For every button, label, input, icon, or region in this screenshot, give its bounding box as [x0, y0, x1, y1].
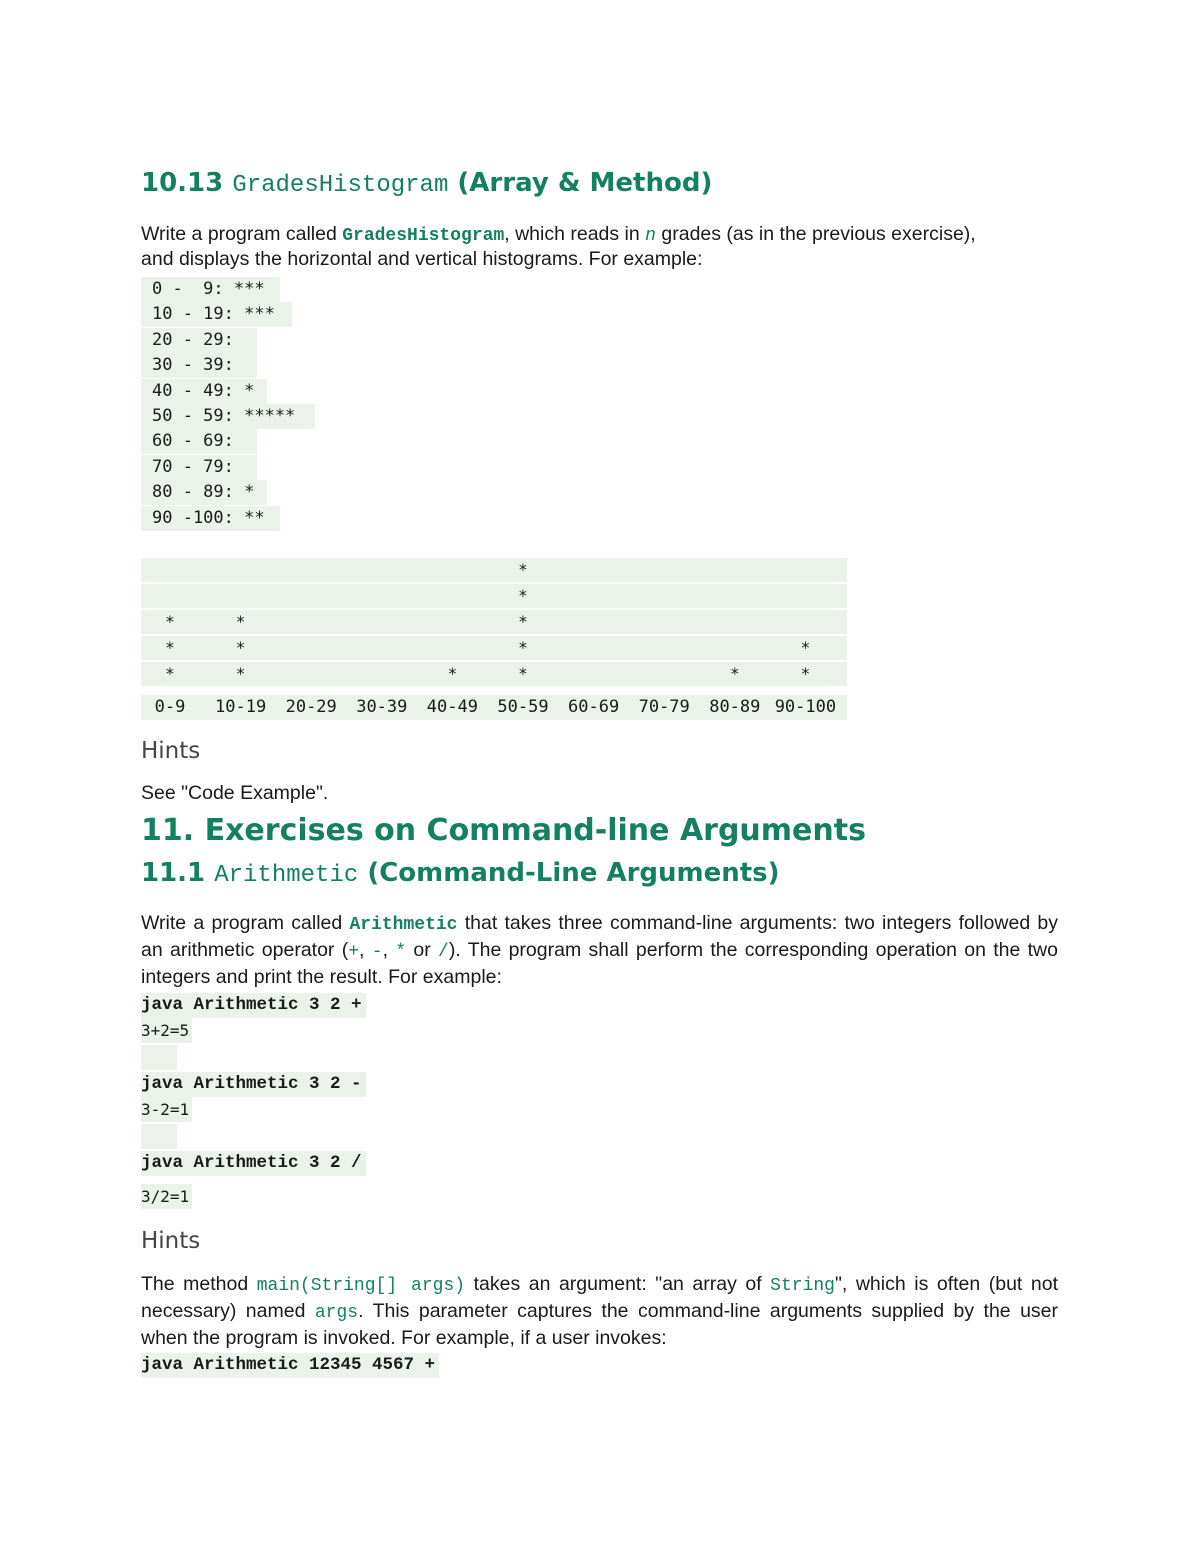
histogram-star: * [235, 638, 246, 657]
inline-code: Arithmetic [349, 915, 458, 935]
histogram-star: * [800, 638, 811, 657]
histogram-star: * [729, 664, 740, 683]
histogram-bin-label: 70-79 [638, 697, 690, 717]
example-command-3: java Arithmetic 3 2 / [141, 1151, 366, 1176]
example-blank-line [141, 1124, 177, 1149]
paragraph-intro-line1 [141, 222, 1058, 249]
section-heading-11-1 [141, 858, 780, 889]
inline-code: String [770, 1276, 835, 1296]
inline-code-op: + [348, 942, 360, 962]
histogram-row [141, 558, 847, 582]
text: , [382, 939, 396, 961]
histogram-star: * [518, 638, 528, 657]
histogram-bin-label: 20-29 [285, 697, 337, 717]
hints-heading: Hints [141, 738, 201, 764]
histogram-line: 50 - 59: ***** [141, 404, 315, 429]
histogram-bin-label: 90-100 [774, 697, 837, 717]
histogram-line: 0 - 9: *** [141, 277, 280, 302]
example-command-final: java Arithmetic 12345 4567 + [141, 1353, 439, 1378]
inline-code: GradesHistogram [342, 226, 505, 246]
text: takes an argument: "an array of [465, 1273, 771, 1295]
histogram-star: * [165, 612, 175, 631]
section-suffix: (Command-Line Arguments) [367, 858, 780, 888]
section-heading-10-13 [141, 168, 712, 199]
text: Write a program called [141, 223, 343, 245]
inline-code: args [314, 1303, 359, 1323]
histogram-star: * [800, 664, 811, 683]
histogram-row [141, 610, 847, 634]
text: Write a program called [141, 912, 350, 934]
example-output-2: 3-2=1 [141, 1097, 192, 1122]
histogram-line: 90 -100: ** [141, 506, 280, 531]
histogram-line: 70 - 79: [141, 455, 257, 480]
histogram-bin-label: 30-39 [356, 697, 408, 717]
chapter-heading-11: 11. Exercises on Command-line Arguments [141, 813, 866, 848]
histogram-line: 80 - 89: * [141, 480, 267, 505]
histogram-row [141, 662, 847, 686]
inline-code-op: * [395, 942, 407, 962]
histogram-star: * [518, 560, 528, 579]
histogram-row [141, 636, 847, 660]
text: ", which is often (but not necessary) named [141, 1273, 1058, 1322]
example-command-2: java Arithmetic 3 2 - [141, 1072, 366, 1097]
section-number: 10.13 [141, 168, 224, 198]
paragraph-hints [141, 1272, 1058, 1351]
histogram-star: * [165, 638, 175, 657]
histogram-bin-label: 60-69 [568, 697, 620, 717]
text: or [406, 939, 439, 961]
histogram-bin-label: 50-59 [497, 697, 549, 717]
text: The method [141, 1273, 257, 1295]
histogram-line: 30 - 39: [141, 353, 257, 378]
paragraph-arithmetic [141, 911, 1058, 990]
histogram-star: * [235, 612, 246, 631]
hints-text: See "Code Example". [141, 782, 329, 804]
histogram-line: 40 - 49: * [141, 379, 267, 404]
section-suffix: (Array & Method) [457, 168, 713, 198]
histogram-star: * [518, 664, 528, 683]
histogram-star: * [165, 664, 175, 683]
histogram-line: 60 - 69: [141, 429, 257, 454]
histogram-row [141, 584, 847, 608]
inline-code: main(String[] args) [256, 1276, 466, 1296]
histogram-bin-label: 80-89 [709, 697, 761, 717]
histogram-line: 20 - 29: [141, 328, 257, 353]
histogram-bin-label: 10-19 [215, 697, 267, 717]
example-command-1: java Arithmetic 3 2 + [141, 993, 366, 1018]
histogram-star: * [518, 612, 528, 631]
inline-code-n: n [645, 226, 656, 246]
inline-code-op: - [371, 942, 383, 962]
example-output-3: 3/2=1 [141, 1184, 192, 1209]
text: . This parameter captures the command-line arguments supplied by the user when the program is invoked. For example, if a user invokes: [141, 1300, 1059, 1349]
inline-code-op: / [438, 942, 449, 962]
example-output-1: 3+2=5 [141, 1018, 192, 1043]
example-blank-line [141, 1045, 177, 1070]
text: that takes three command-line arguments: two integers followed by an arithmetic operator ( [141, 912, 1059, 961]
histogram-star: * [447, 664, 458, 683]
histogram-bin-label: 0-9 [154, 697, 186, 717]
text: , [359, 939, 372, 961]
histogram-line: 10 - 19: *** [141, 302, 292, 327]
histogram-star: * [518, 586, 528, 605]
paragraph-intro-line2: and displays the horizontal and vertical histograms. For example: [141, 248, 703, 270]
histogram-axis [141, 695, 847, 720]
section-code-name: Arithmetic [214, 862, 359, 889]
hints-heading: Hints [141, 1228, 201, 1254]
section-code-name: GradesHistogram [232, 172, 449, 199]
histogram-star: * [235, 664, 246, 683]
section-number: 11.1 [141, 858, 206, 888]
vertical-histogram [141, 558, 847, 720]
text: , which reads in [504, 223, 646, 245]
text: grades (as in the previous exercise), [655, 223, 976, 245]
histogram-bin-label: 40-49 [426, 697, 478, 717]
text: ). The program shall perform the corresponding operation on the two integers and print the result. For example: [141, 939, 1058, 988]
